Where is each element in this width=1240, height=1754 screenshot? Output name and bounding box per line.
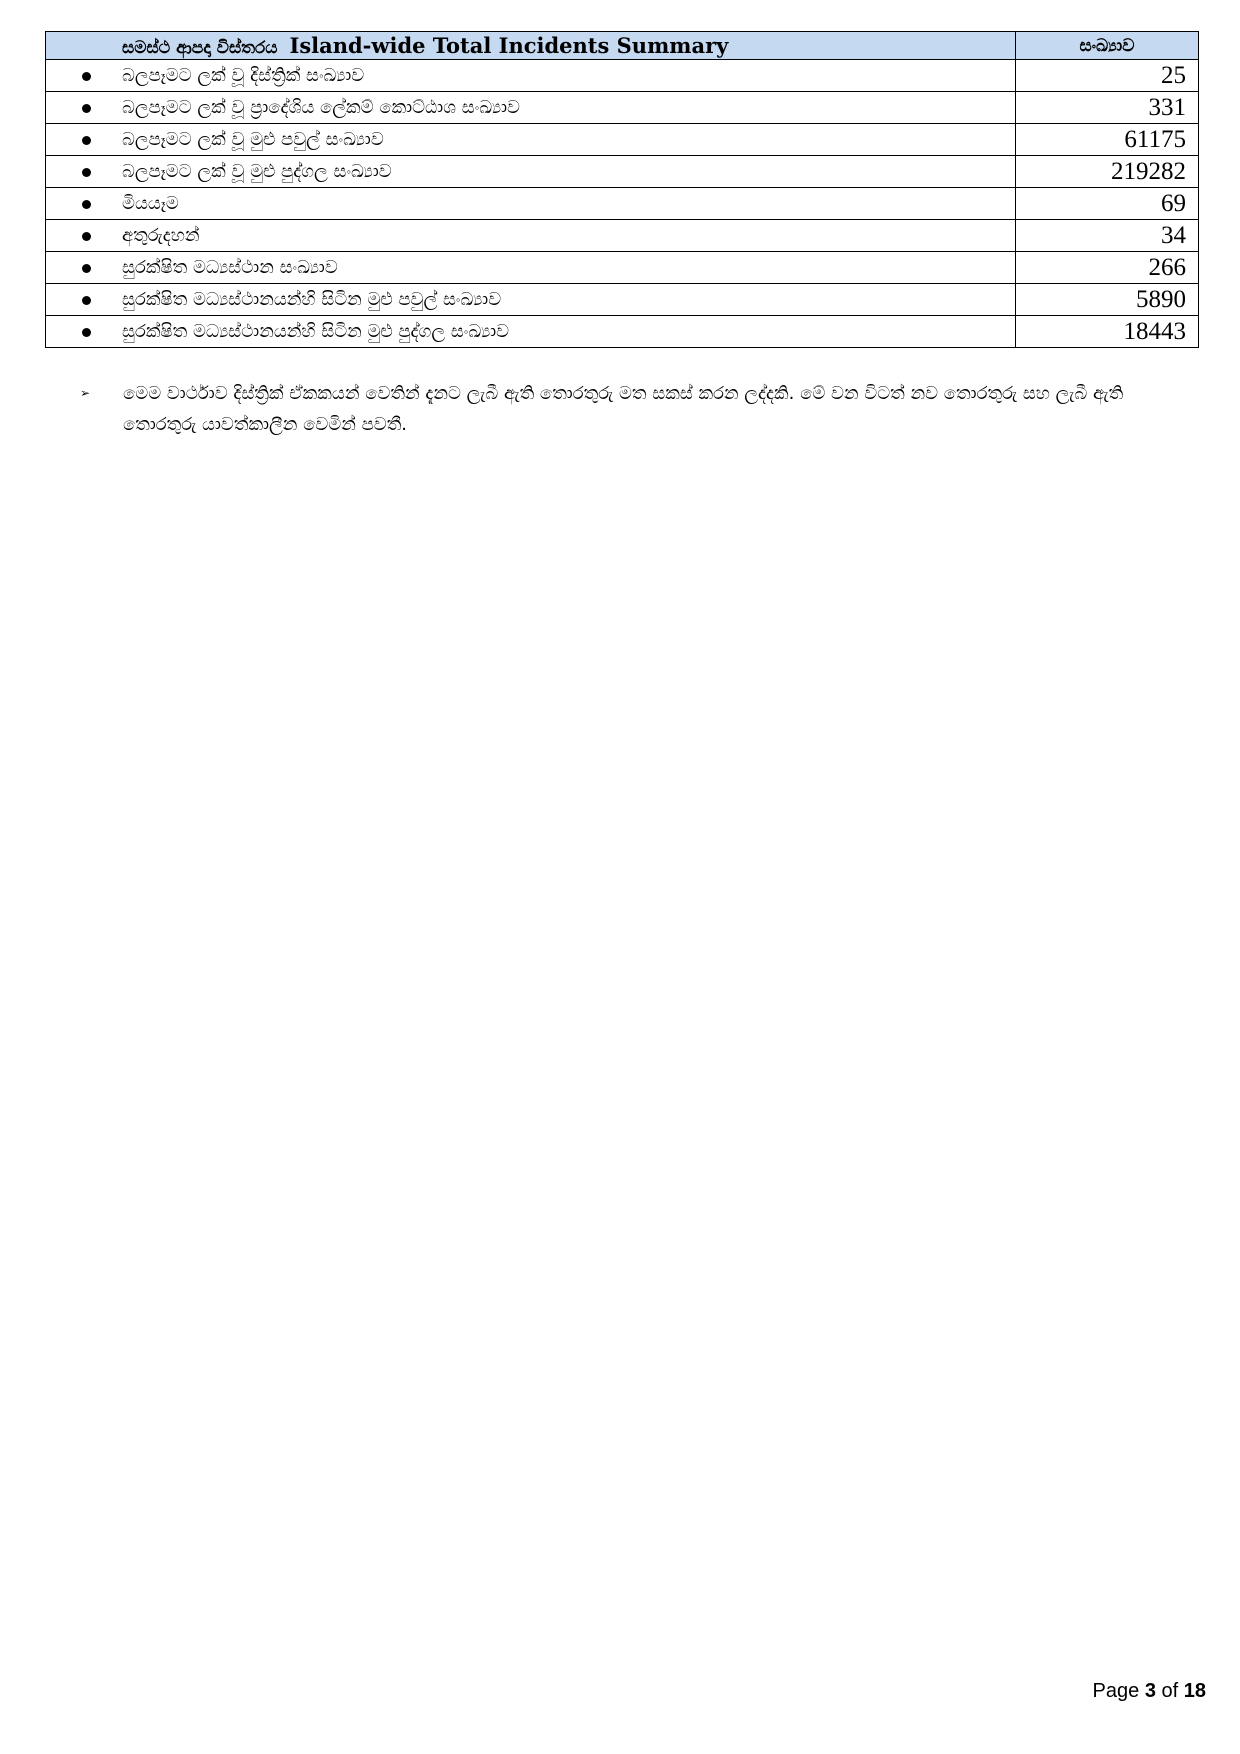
table-row [46,284,1199,316]
row-label: බලපෑමට ලක් වූ ප්‍රාදේශිය ලේකම් කොට්ඨාශ සංඛ්‍යාව [122,97,520,118]
header-label-english: Island-wide Total Incidents Summary [289,33,729,58]
current-page: 3 [1144,1680,1156,1702]
row-label-cell [46,284,1016,316]
row-label: සුරක්ෂිත මධ්‍යස්ථානයන්හි සිටින මුළු පවුල් සංඛ්‍යාව [122,289,502,310]
row-value: 69 [1016,188,1199,220]
row-label-cell [46,252,1016,284]
page-number [1093,1680,1206,1703]
bullet-icon [82,72,91,81]
table-row [46,92,1199,124]
table-row [46,220,1199,252]
bullet-icon [82,200,91,209]
table-row [46,60,1199,92]
bullet-icon [82,168,91,177]
row-label-cell [46,220,1016,252]
row-label: අතුරුදහන් [122,225,200,246]
header-label-cell [46,32,1016,60]
table-header-row [46,32,1199,60]
bullet-icon [82,232,91,241]
row-value: 219282 [1016,156,1199,188]
row-label-cell [46,188,1016,220]
row-label-cell [46,92,1016,124]
of-word: of [1161,1680,1179,1702]
row-label: බලපෑමට ලක් වූ මුළු පවුල් සංඛ්‍යාව [122,129,384,150]
report-note [80,378,1190,440]
bullet-icon [82,136,91,145]
total-pages: 18 [1183,1680,1206,1702]
row-label-cell [46,124,1016,156]
header-label-sinhala: සමස්ථ ආපදා විස්තරය [122,38,278,58]
header-count-label: සංඛ්‍යාව [1016,32,1199,60]
table-row [46,188,1199,220]
row-label: බලපෑමට ලක් වූ දිස්ත්‍රික් සංඛ්‍යාව [122,65,365,86]
row-value: 266 [1016,252,1199,284]
bullet-icon [82,264,91,273]
arrow-bullet-icon: ➢ [80,386,91,400]
row-value: 61175 [1016,124,1199,156]
bullet-icon [82,328,91,337]
row-value: 5890 [1016,284,1199,316]
row-value: 25 [1016,60,1199,92]
row-label: සුරක්ෂිත මධ්‍යස්ථාන සංඛ්‍යාව [122,257,338,278]
table-row [46,124,1199,156]
row-value: 331 [1016,92,1199,124]
note-text: මෙම වාර්ථාව දිස්ත්‍රික් ඒකකයන් වෙතින් දැනට ලැබී ඇති තොරතුරු මත සකස් කරන ලද්දකි. මේ වන විටත් නව තොරතුරු සහ ලැබී ඇති තොරතුරු යාවත්කාලීන වෙමින් පවතී. [123,383,1124,435]
row-label: බලපෑමට ලක් වූ මුළු පුද්ගල සංඛ්‍යාව [122,161,392,182]
page-word: Page [1092,1680,1140,1702]
bullet-icon [82,104,91,113]
table-row [46,252,1199,284]
row-label-cell [46,316,1016,348]
table-row [46,156,1199,188]
row-label: සුරක්ෂිත මධ්‍යස්ථානයන්හි සිටින මුළු පුද්ගල සංඛ්‍යාව [122,321,510,342]
row-label-cell [46,60,1016,92]
row-value: 34 [1016,220,1199,252]
incidents-summary-table [45,31,1199,348]
row-label-cell [46,156,1016,188]
bullet-icon [82,296,91,305]
table-row [46,316,1199,348]
row-label: මියයෑම [122,193,179,214]
row-value: 18443 [1016,316,1199,348]
